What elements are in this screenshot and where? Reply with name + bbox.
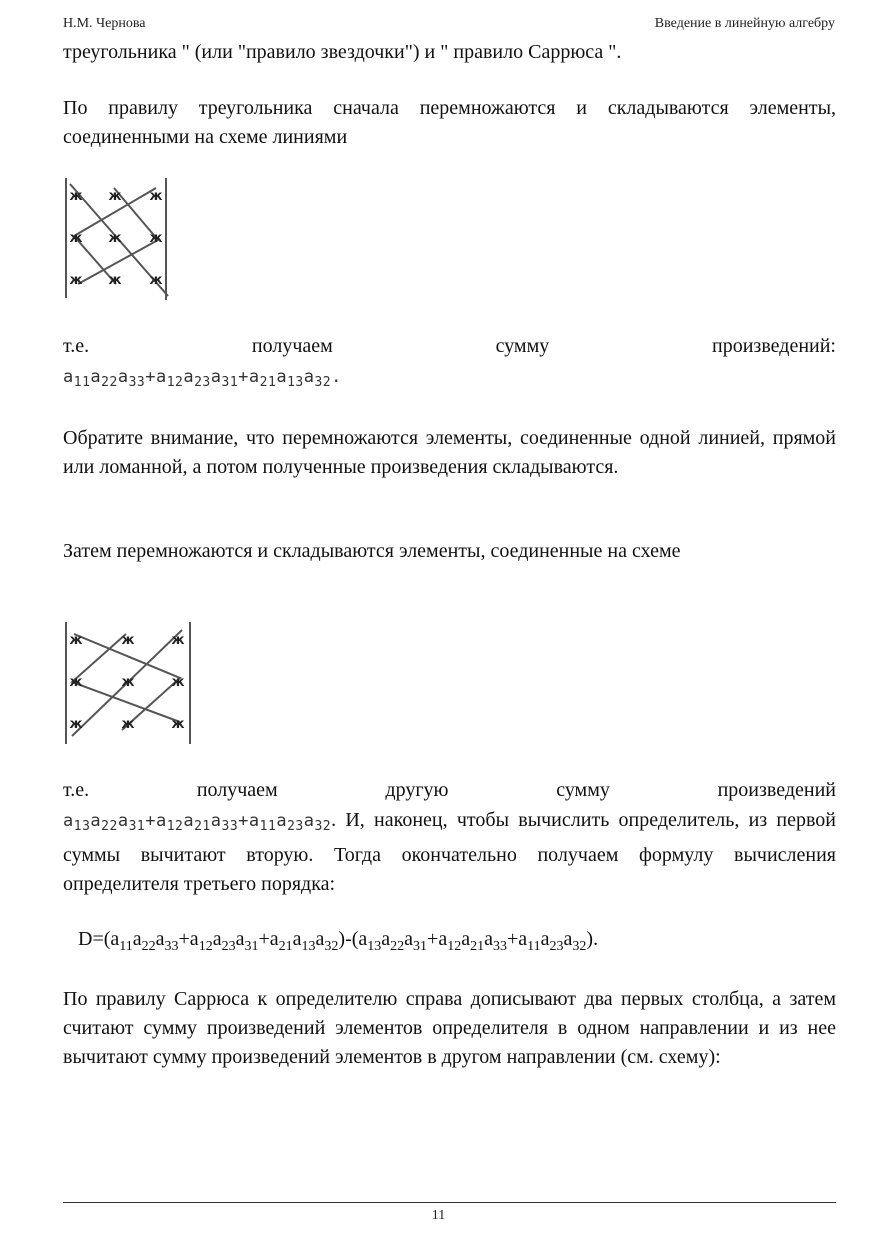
sum1-expression bbox=[63, 367, 342, 390]
formula-subscript: 22 bbox=[101, 375, 118, 390]
sum2-expression bbox=[63, 811, 332, 834]
first-sum-formula bbox=[63, 362, 836, 397]
element-marker: ж bbox=[69, 675, 83, 690]
element-marker: ж bbox=[108, 189, 122, 204]
element-marker: ж bbox=[69, 633, 83, 648]
formula-subscript: 12 bbox=[166, 375, 184, 390]
formula-subscript: 21 bbox=[278, 939, 293, 954]
formula-term: D=(a bbox=[78, 928, 120, 950]
formula-subscript: 31 bbox=[128, 819, 146, 834]
formula-term: a bbox=[90, 367, 102, 387]
formula-subscript: 13 bbox=[287, 375, 304, 390]
formula-subscript: 33 bbox=[164, 939, 179, 954]
formula-term: a bbox=[484, 928, 493, 950]
formula-term: +a bbox=[178, 928, 199, 950]
header-title: Введение в линейную алгебру bbox=[654, 16, 835, 31]
formula-term: a bbox=[183, 367, 195, 387]
formula-term: )-(a bbox=[338, 928, 368, 950]
formula-subscript: 13 bbox=[301, 939, 316, 954]
formula-term: . bbox=[331, 367, 342, 387]
page-number: 11 bbox=[431, 1208, 446, 1223]
formula-subscript: 11 bbox=[73, 375, 91, 390]
formula-term: a bbox=[132, 928, 142, 950]
element-marker: ж bbox=[121, 717, 135, 732]
formula-term: a bbox=[461, 928, 471, 950]
element-marker: ж bbox=[69, 189, 83, 204]
element-marker: ж bbox=[121, 675, 135, 690]
formula-term: a bbox=[276, 367, 288, 387]
formula-term: a bbox=[303, 367, 315, 387]
formula-term: +a bbox=[145, 811, 167, 831]
triangle-scheme-main bbox=[60, 176, 175, 304]
element-marker: ж bbox=[69, 231, 83, 246]
formula-subscript: 11 bbox=[259, 819, 277, 834]
formula-subscript: 23 bbox=[221, 939, 236, 954]
determinant-formula bbox=[78, 928, 598, 955]
formula-term: a bbox=[276, 811, 288, 831]
formula-term: a bbox=[235, 928, 245, 950]
note-paragraph: Обратите внимание, что перемножаются элементы, соединенные одной линией, прямой или ломанной, а потом полученные произведения складываются. bbox=[63, 427, 836, 478]
element-marker: ж bbox=[69, 273, 83, 288]
element-marker: ж bbox=[108, 231, 122, 246]
formula-term: a bbox=[183, 811, 195, 831]
footer-rule bbox=[63, 1202, 836, 1203]
formula-term: a bbox=[90, 811, 102, 831]
header-author: Н.М. Чернова bbox=[63, 16, 146, 31]
formula-subscript: 13 bbox=[367, 939, 382, 954]
triangle-rule-paragraph: По правилу треугольника сначала перемножаются и складываются элементы, соединенными на схеме линиями bbox=[63, 97, 836, 148]
formula-term: +a bbox=[145, 367, 167, 387]
second-sum-paragraph bbox=[63, 806, 836, 899]
formula-term: a bbox=[212, 928, 222, 950]
formula-subscript: 32 bbox=[314, 819, 332, 834]
element-marker: ж bbox=[121, 633, 135, 648]
formula-subscript: 11 bbox=[527, 939, 541, 954]
sarrus-paragraph: По правилу Саррюса к определителю справа дописывают два первых столбца, а затем считают сумму произведений элементов определителя в одном направлении и из нее вычитают сумму произведений элементов в другом направлении (см. схему): bbox=[63, 988, 836, 1068]
formula-term: a bbox=[563, 928, 573, 950]
formula-subscript: 33 bbox=[221, 819, 239, 834]
intro-line: треугольника " (или "правило звездочки") и " правило Саррюса ". bbox=[63, 41, 622, 63]
formula-subscript: 13 bbox=[73, 819, 91, 834]
formula-subscript: 23 bbox=[287, 819, 304, 834]
element-marker: ж bbox=[69, 717, 83, 732]
formula-subscript: 11 bbox=[119, 939, 133, 954]
formula-subscript: 12 bbox=[198, 939, 213, 954]
element-marker: ж bbox=[149, 273, 163, 288]
formula-term: a bbox=[155, 928, 165, 950]
formula-subscript: 21 bbox=[259, 375, 277, 390]
formula-subscript: 23 bbox=[549, 939, 564, 954]
formula-subscript: 12 bbox=[447, 939, 462, 954]
formula-term: a bbox=[63, 811, 74, 831]
formula-subscript: 31 bbox=[413, 939, 428, 954]
element-marker: ж bbox=[108, 273, 122, 288]
formula-subscript: 32 bbox=[324, 939, 339, 954]
formula-subscript: 23 bbox=[194, 375, 211, 390]
element-marker: ж bbox=[171, 717, 185, 732]
formula-subscript: 12 bbox=[166, 819, 184, 834]
formula-term: a bbox=[117, 367, 129, 387]
formula-subscript: 21 bbox=[194, 819, 211, 834]
formula-term: a bbox=[117, 811, 129, 831]
formula-term: a bbox=[540, 928, 550, 950]
formula-term: a bbox=[210, 367, 222, 387]
then-multiply-paragraph: Затем перемножаются и складываются элементы, соединенные на схеме bbox=[63, 540, 681, 562]
formula-subscript: 31 bbox=[221, 375, 239, 390]
formula-term: +a bbox=[238, 367, 260, 387]
formula-term: +a bbox=[238, 811, 260, 831]
formula-subscript: 31 bbox=[244, 939, 259, 954]
formula-term: +a bbox=[258, 928, 279, 950]
formula-term: a bbox=[210, 811, 222, 831]
formula-term: a bbox=[381, 928, 391, 950]
element-marker: ж bbox=[171, 675, 185, 690]
formula-subscript: 33 bbox=[492, 939, 507, 954]
formula-term: a bbox=[292, 928, 302, 950]
formula-term: +a bbox=[506, 928, 528, 950]
first-sum-lead: т.е. получаем сумму произведений: bbox=[63, 335, 836, 357]
triangle-scheme-secondary bbox=[60, 620, 195, 748]
formula-term: a bbox=[303, 811, 315, 831]
formula-subscript: 33 bbox=[128, 375, 146, 390]
formula-term: +a bbox=[427, 928, 448, 950]
formula-subscript: 32 bbox=[572, 939, 587, 954]
element-marker: ж bbox=[171, 633, 185, 648]
formula-term: ). bbox=[586, 928, 599, 950]
element-marker: ж bbox=[149, 189, 163, 204]
second-sum-lead: т.е. получаем другую сумму произведений bbox=[63, 779, 836, 801]
formula-subscript: 22 bbox=[101, 819, 118, 834]
formula-term: a bbox=[63, 367, 74, 387]
formula-subscript: 32 bbox=[314, 375, 332, 390]
formula-subscript: 22 bbox=[141, 939, 156, 954]
formula-subscript: 22 bbox=[390, 939, 405, 954]
formula-term: a bbox=[315, 928, 325, 950]
formula-subscript: 21 bbox=[470, 939, 485, 954]
element-marker: ж bbox=[149, 231, 163, 246]
second-sum-tail: . И, наконец, чтобы вычислить определитель, из первой суммы вычитают вторую. Тогда окончательно получаем формулу вычисления определителя третьего порядка: bbox=[63, 809, 836, 895]
formula-term: a bbox=[404, 928, 414, 950]
